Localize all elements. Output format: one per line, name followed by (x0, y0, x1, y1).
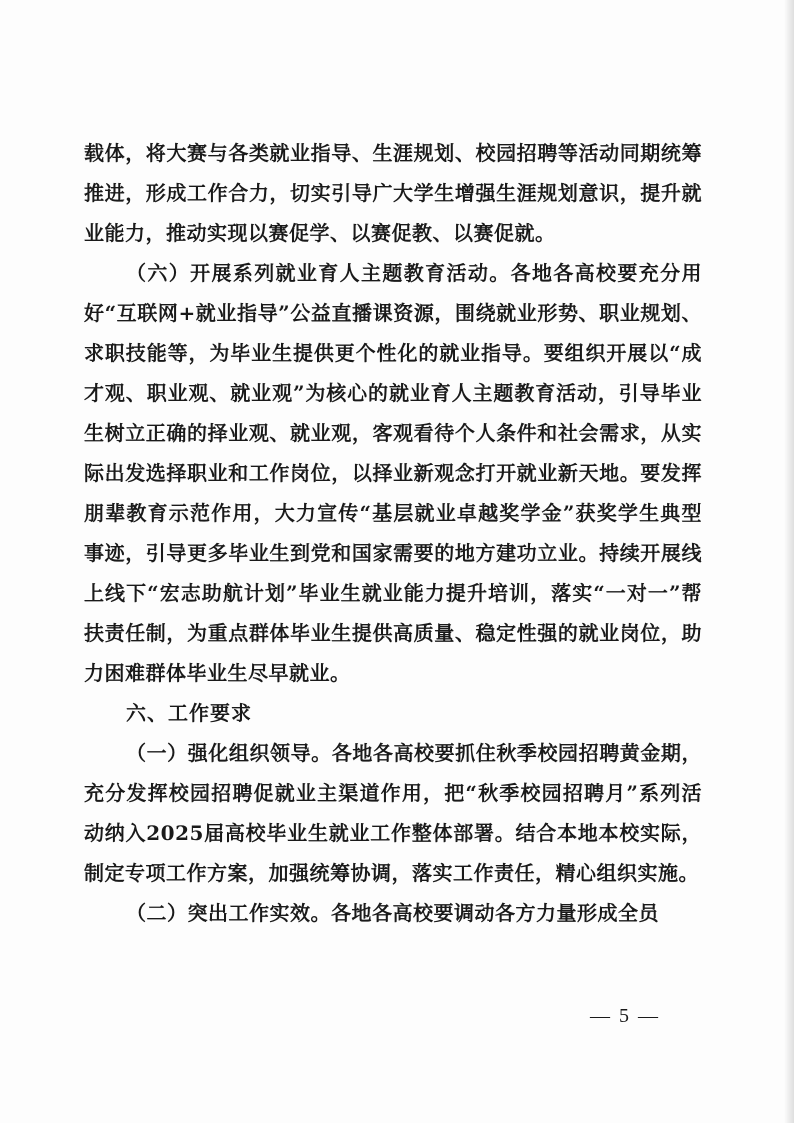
page-number: — 5 — (590, 1005, 660, 1027)
section-heading-work-requirements: 六、工作要求 (126, 701, 252, 725)
paragraph-requirement-one: （一）强化组织领导。各地各高校要抓住秋季校园招聘黄金期，充分发挥校园招聘促就业主渠道作用，把“秋季校园招聘月”系列活动纳入2025届高校毕业生就业工作整体部署。结合本地本校实际，制定专项工作方案，加强统筹协调，落实工作责任，精心组织实施。 (84, 741, 702, 885)
paragraph-continuation: 载体，将大赛与各类就业指导、生涯规划、校园招聘等活动同期统筹推进，形成工作合力，切实引导广大学生增强生涯规划意识，提升就业能力，推动实现以赛促学、以赛促教、以赛促就。 (84, 141, 702, 245)
paragraph-requirement-two: （二）突出工作实效。各地各高校要调动各方力量形成全员 (126, 901, 659, 925)
page-edge-shadow (784, 0, 794, 1123)
paragraph-item-six: （六）开展系列就业育人主题教育活动。各地各高校要充分用好“互联网+就业指导”公益直播课资源，围绕就业形势、职业规划、求职技能等，为毕业生提供更个性化的就业指导。要组织开展以“成才观、职业观、就业观”为核心的就业育人主题教育活动，引导毕业生树立正确的择业观、就业观，客观看待个人条件和社会需求，从实际出发选择职业和工作岗位，以择业新观念打开就业新天地。要发挥朋辈教育示范作用，大力宣传“基层就业卓越奖学金”获奖学生典型事迹，引导更多毕业生到党和国家需要的地方建功立业。持续开展线上线下“宏志助航计划”毕业生就业能力提升培训，落实“一对一”帮扶责任制，为重点群体毕业生提供高质量、稳定性强的就业岗位，助力困难群体毕业生尽早就业。 (84, 261, 702, 685)
document-body (84, 133, 702, 933)
